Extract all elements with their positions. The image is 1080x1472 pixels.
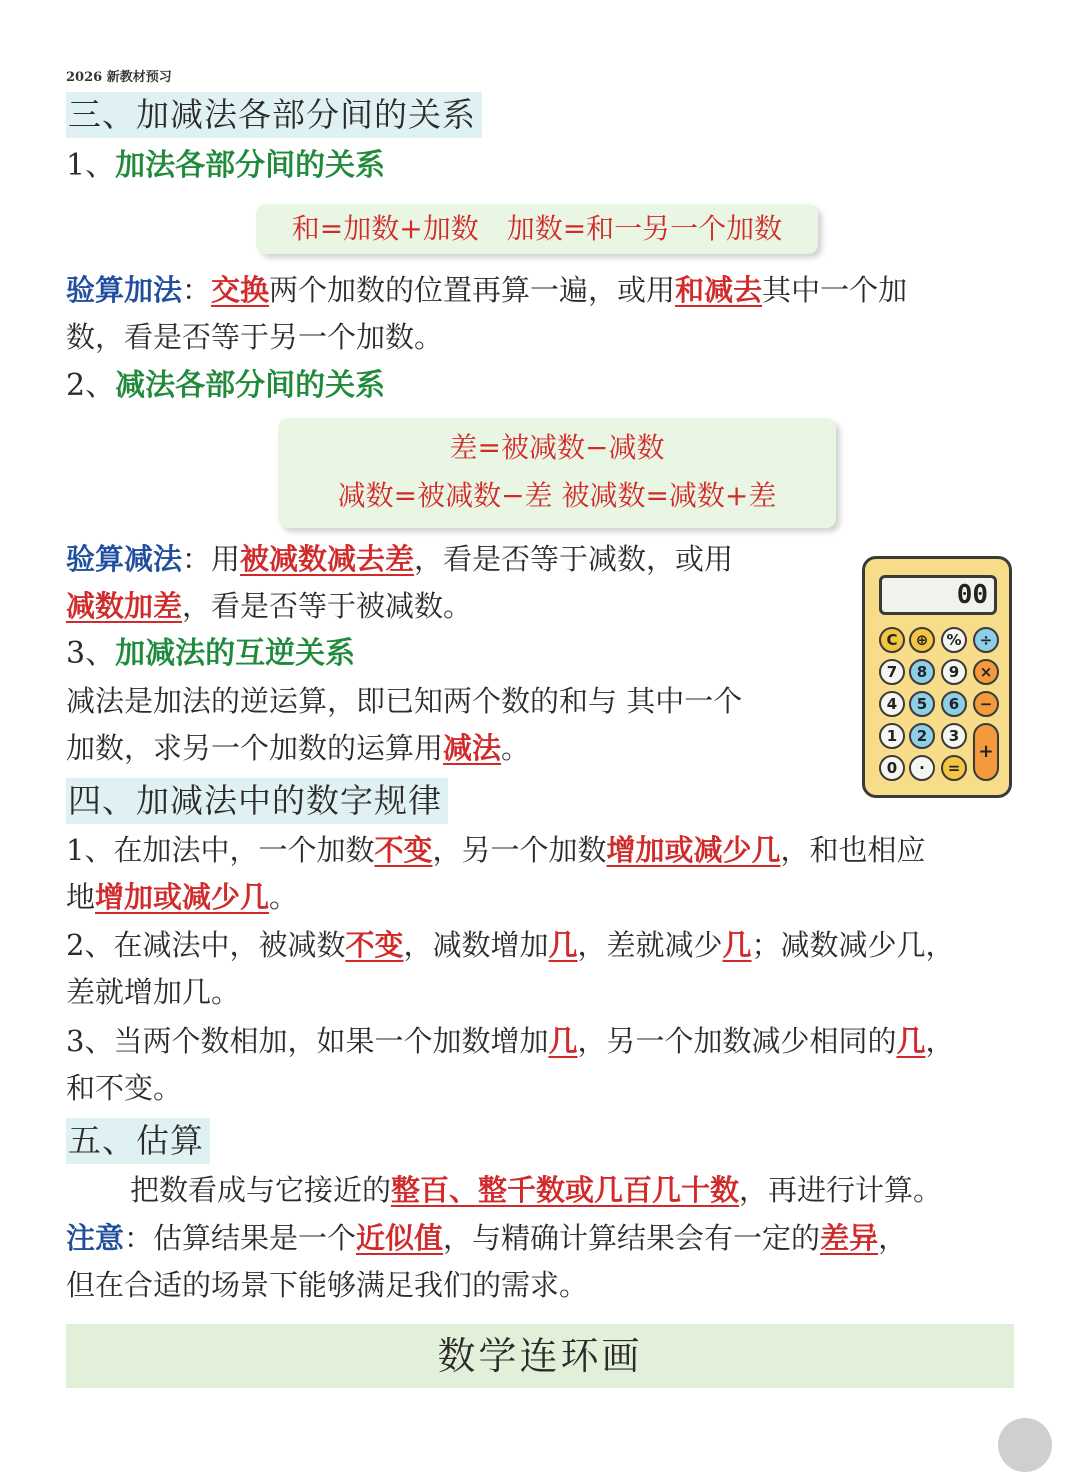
keyword: 不变 bbox=[345, 928, 404, 962]
subtraction-check-label: 验算减法 bbox=[66, 542, 183, 576]
calc-key-0: 0 bbox=[879, 755, 905, 781]
keyword: 几 bbox=[722, 928, 752, 962]
calc-key-4: 4 bbox=[879, 691, 905, 717]
subsection-3-1-title bbox=[66, 144, 385, 188]
text-span: ，另一个加数减少相同的 bbox=[577, 1024, 897, 1058]
calc-key-equals: = bbox=[941, 755, 967, 781]
bottom-banner: 数学连环画 bbox=[66, 1324, 1014, 1388]
text-span: ；减数减少几， bbox=[751, 928, 955, 962]
text-span: 2、在减法中，被减数 bbox=[66, 928, 346, 962]
calc-key-percent: % bbox=[941, 627, 967, 653]
calc-key-divide: ÷ bbox=[973, 627, 999, 653]
calc-key-9: 9 bbox=[941, 659, 967, 685]
note-paragraph bbox=[66, 1215, 1026, 1309]
calc-key-dot: · bbox=[909, 755, 935, 781]
text-span: 地 bbox=[66, 880, 96, 914]
subsection-3-2-title bbox=[66, 364, 385, 408]
keyword: 减法 bbox=[443, 731, 502, 765]
section-3-title: 三、加减法各部分间的关系 bbox=[66, 92, 482, 138]
calc-key-plus: + bbox=[973, 723, 999, 781]
calculator-display: 00 bbox=[879, 575, 997, 615]
calc-key-clear: C bbox=[879, 627, 905, 653]
keyword: 几 bbox=[548, 928, 578, 962]
subsection-number: 3、 bbox=[66, 636, 116, 671]
addition-formula-box bbox=[256, 204, 818, 254]
calc-key-5: 5 bbox=[909, 691, 935, 717]
keyword: 几 bbox=[896, 1024, 926, 1058]
text-span: 数，看是否等于另一个加数。 bbox=[66, 320, 444, 354]
section-5-title: 五、估算 bbox=[66, 1118, 210, 1164]
calculator-illustration bbox=[862, 556, 1012, 798]
note-label: 注意 bbox=[66, 1221, 125, 1255]
text-span: 减法是加法的逆运算，即已知两个数的和与 其中一个 bbox=[66, 684, 743, 718]
subtraction-formula-box bbox=[278, 418, 836, 528]
text-span: 1、在加法中，一个加数 bbox=[66, 833, 375, 867]
text-span: ，看是否等于被减数。 bbox=[182, 589, 473, 623]
subsection-number: 1、 bbox=[66, 148, 116, 183]
rule-1-paragraph bbox=[66, 827, 1026, 921]
subtraction-formula-2: 减数=被减数−差 被减数=减数+差 bbox=[337, 479, 777, 512]
text-span: 但在合适的场景下能够满足我们的需求。 bbox=[66, 1268, 589, 1302]
text-span: 3、当两个数相加，如果一个加数增加 bbox=[66, 1024, 549, 1058]
text-span: 两个加数的位置再算一遍，或用 bbox=[269, 273, 676, 307]
calc-key-7: 7 bbox=[879, 659, 905, 685]
text-span: ，与精确计算结果会有一定的 bbox=[443, 1221, 821, 1255]
keyword: 不变 bbox=[374, 833, 433, 867]
rule-2-paragraph bbox=[66, 922, 1026, 1016]
subsection-3-3-title bbox=[66, 632, 355, 676]
subtraction-formula-1: 差=被减数−减数 bbox=[449, 431, 665, 464]
keyword: 减数加差 bbox=[66, 589, 183, 623]
text-span: ， bbox=[925, 1024, 955, 1058]
text-span: ，再进行计算。 bbox=[739, 1173, 943, 1207]
text-span: ， bbox=[878, 1221, 908, 1255]
text-span: ：用 bbox=[182, 542, 241, 576]
calc-key-6: 6 bbox=[941, 691, 967, 717]
text-span: ，减数增加 bbox=[403, 928, 549, 962]
keyword: 近似值 bbox=[356, 1221, 444, 1255]
subsection-heading: 减法各部分间的关系 bbox=[115, 368, 386, 403]
scroll-button[interactable] bbox=[998, 1418, 1052, 1472]
text-span: ，另一个加数 bbox=[432, 833, 607, 867]
inverse-relation-paragraph bbox=[66, 678, 846, 772]
keyword: 被减数减去差 bbox=[240, 542, 415, 576]
keyword: 和减去 bbox=[675, 273, 763, 307]
keyword: 整百、整千数或几百几十数 bbox=[391, 1173, 740, 1207]
keyword: 增加或减少几 bbox=[95, 880, 270, 914]
text-span: ，差就减少 bbox=[577, 928, 723, 962]
text-span: ，看是否等于减数，或用 bbox=[414, 542, 734, 576]
top-label: 2026 新教材预习 bbox=[66, 70, 172, 85]
text-span: ：估算结果是一个 bbox=[124, 1221, 357, 1255]
addition-formula: 和=加数+加数 加数=和一另一个加数 bbox=[291, 212, 783, 245]
keyword: 几 bbox=[548, 1024, 578, 1058]
keyword: 差异 bbox=[820, 1221, 879, 1255]
calc-key-3: 3 bbox=[941, 723, 967, 749]
text-span: 加数，求另一个加数的运算用 bbox=[66, 731, 444, 765]
subsection-number: 2、 bbox=[66, 368, 116, 403]
calc-key-minus: − bbox=[973, 691, 999, 717]
rule-3-paragraph bbox=[66, 1018, 1026, 1112]
subsection-heading: 加减法的互逆关系 bbox=[115, 636, 356, 671]
subtraction-check-paragraph bbox=[66, 536, 846, 630]
estimate-paragraph bbox=[130, 1167, 1020, 1214]
calc-key-8: 8 bbox=[909, 659, 935, 685]
colon-text: ： bbox=[182, 273, 212, 307]
addition-check-label: 验算加法 bbox=[66, 273, 183, 307]
keyword: 交换 bbox=[211, 273, 270, 307]
keyword: 增加或减少几 bbox=[606, 833, 781, 867]
text-span: 。 bbox=[501, 731, 531, 765]
text-span: 和不变。 bbox=[66, 1071, 183, 1105]
addition-check-paragraph bbox=[66, 267, 1016, 361]
text-span: 。 bbox=[269, 880, 299, 914]
text-span: ，和也相应 bbox=[780, 833, 926, 867]
text-span: 差就增加几。 bbox=[66, 975, 241, 1009]
section-4-title: 四、加减法中的数字规律 bbox=[66, 778, 448, 824]
subsection-heading: 加法各部分间的关系 bbox=[115, 148, 386, 183]
text-span: 其中一个加 bbox=[762, 273, 908, 307]
text-span: 把数看成与它接近的 bbox=[130, 1173, 392, 1207]
calc-key-2: 2 bbox=[909, 723, 935, 749]
calc-key-1: 1 bbox=[879, 723, 905, 749]
calc-key-toggle: ⊕ bbox=[909, 627, 935, 653]
calc-key-multiply: × bbox=[973, 659, 999, 685]
